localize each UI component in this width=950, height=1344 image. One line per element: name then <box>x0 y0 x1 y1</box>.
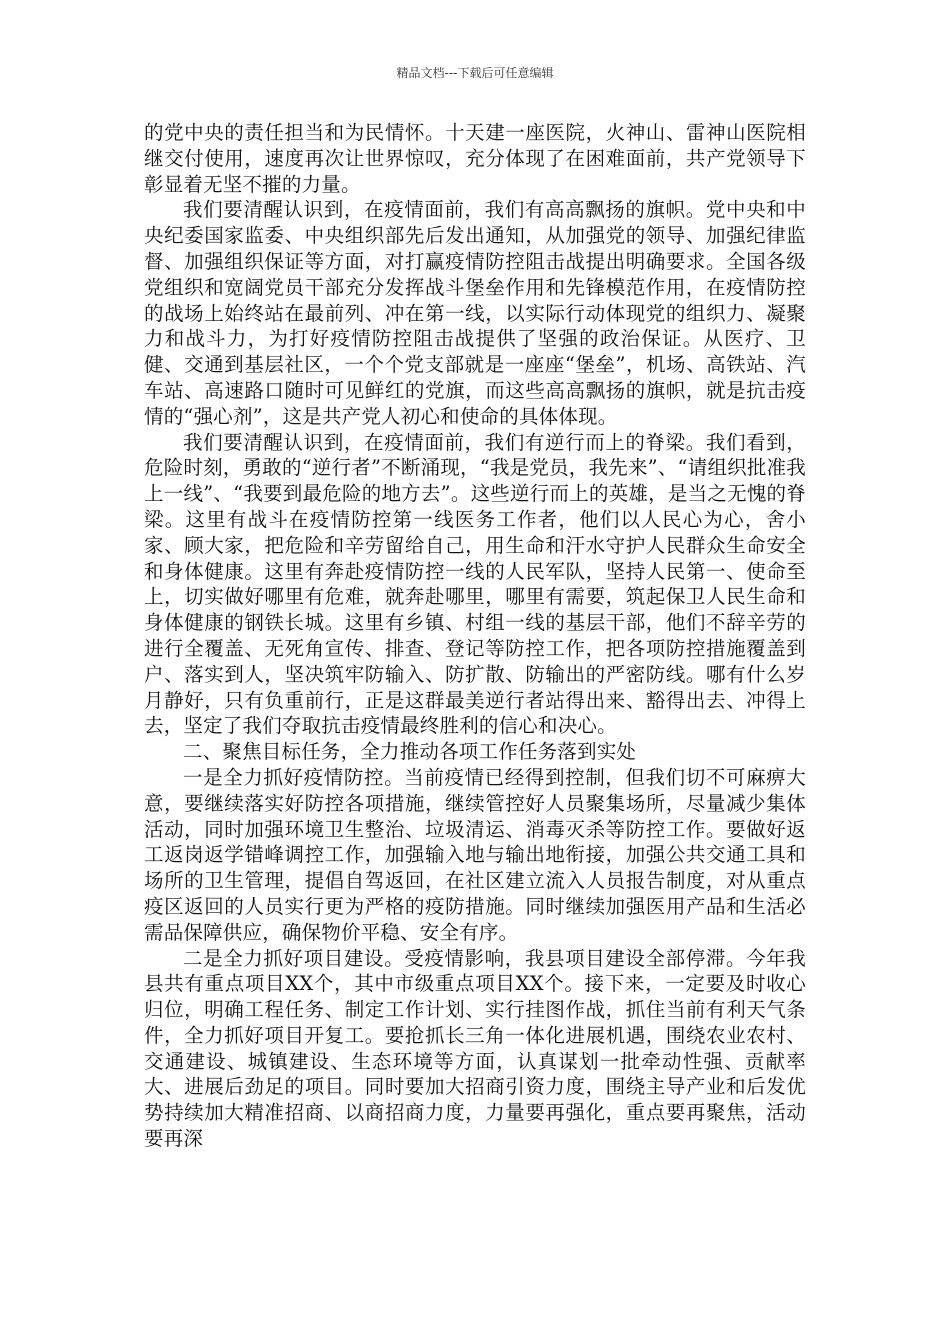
page-header: 精品文档---下载后可任意编辑 <box>396 66 554 80</box>
document-body <box>144 120 806 1152</box>
section-heading: 二、聚焦目标任务，全力推动各项工作任务落到实处 <box>183 740 637 764</box>
paragraph: 的党中央的责任担当和为民情怀。十天建一座医院，火神山、雷神山医院相继交付使用，速度再次让世界惊叹，充分体现了在困难面前，共产党领导下彰显着无坚不摧的力量。 <box>144 121 806 196</box>
paragraph: 我们要清醒认识到，在疫情面前，我们有高高飘扬的旗帜。党中央和中央纪委国家监委、中央组织部先后发出通知，从加强党的领导、加强纪律监督、加强组织保证等方面，对打赢疫情防控阻击战提出明确要求。全国各级党组织和宽阔党员干部充分发挥战斗堡垒作用和先锋模范作用，在疫情防控的战场上始终站在最前列、冲在第一线，以实际行动体现党的组织力、凝聚力和战斗力，为打好疫情防控阻击战提供了坚强的政治保证。从医疗、卫健、交通到基层社区，一个个党支部就是一座座“堡垒”，机场、高铁站、汽车站、高速路口随时可见鲜红的党旗，而这些高高飘扬的旗帜，就是抗击疫情的“强心剂”，这是共产党人初心和使命的具体体现。 <box>144 198 806 428</box>
paragraph: 一是全力抓好疫情防控。当前疫情已经得到控制，但我们切不可麻痹大意，要继续落实好防控各项措施，继续管控好人员聚集场所，尽量减少集体活动，同时加强环境卫生整治、垃圾清运、消毒灭杀等防控工作。要做好返工返岗返学错峰调控工作，加强输入地与输出地衔接，加强公共交通工具和场所的卫生管理，提倡自驾返回，在社区建立流入人员报告制度，对从重点疫区返回的人员实行更为严格的疫防措施。同时继续加强医用产品和生活必需品保障供应，确保物价平稳、安全有序。 <box>144 765 806 944</box>
paragraph: 我们要清醒认识到，在疫情面前，我们有逆行而上的脊梁。我们看到，危险时刻，勇敢的“逆行者”不断涌现，“我是党员，我先来”、“请组织批准我上一线”、“我要到最危险的地方去”。这些逆行而上的英雄，是当之无愧的脊梁。这里有战斗在疫情防控第一线医务工作者，他们以人民心为心，舍小家、顾大家，把危险和辛劳留给自己，用生命和汗水守护人民群众生命安全和身体健康。这里有奔赴疫情防控一线的人民军队，坚持人民第一、使命至上，切实做好哪里有危难，就奔赴哪里，哪里有需要，筑起保卫人民生命和身体健康的钢铁长城。这里有乡镇、村组一线的基层干部，他们不辞辛劳的进行全覆盖、无死角宣传、排查、登记等防控工作，把各项防控措施覆盖到户、落实到人，坚决筑牢防输入、防扩散、防输出的严密防线。哪有什么岁月静好，只有负重前行，正是这群最美逆行者站得出来、豁得出去、冲得上去，坚定了我们夺取抗击疫情最终胜利的信心和决心。 <box>144 430 806 738</box>
paragraph: 二是全力抓好项目建设。受疫情影响，我县项目建设全部停滞。今年我县共有重点项目XX个，其中市级重点项目XX个。接下来，一定要及时收心归位，明确工程任务、制定工作计划、实行挂图作战，抓住当前有利天气条件，全力抓好项目开复工。要抢抓长三角一体化进展机遇，围绕农业农村、交通建设、城镇建设、生态环境等方面，认真谋划一批牵动性强、贡献率大、进展后劲足的项目。同时要加大招商引资力度，围绕主导产业和后发优势持续加大精准招商、以商招商力度，力量要再强化，重点要再聚焦，活动要再深 <box>144 946 806 1151</box>
